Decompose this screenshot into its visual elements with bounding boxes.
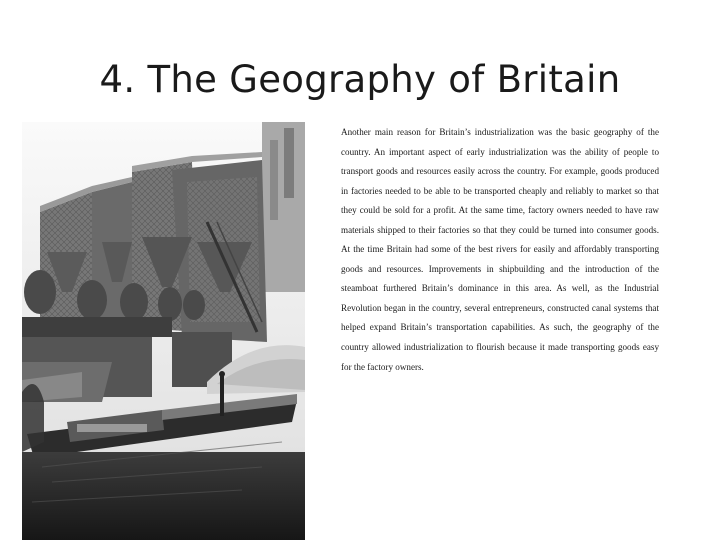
slide-title: 4. The Geography of Britain <box>99 58 621 101</box>
body-paragraph: Another main reason for Britain’s industrialization was the basic geography of the country. An important aspect of early industrialization was the ability of people to transport goods and resources easily across the country. For example, goods produced in factories needed to be able to be transported cheaply and reliably to market so that they could be sold for a profit. At the same time, factory owners needed to have raw materials shipped to their factories so that they could be turned into consumer goods. At the time Britain had some of the best rivers for easily and affordably transporting goods and resources. Improvements in shipbuilding and the introduction of the steamboat furthered Britain’s dominance in this area. As well, as the Industrial Revolution began in the country, several entrepreneurs, constructed canal systems that helped expand Britain’s transportation capabilities. As such, the geography of the country allowed industrialization to flourish because it made transporting goods easy for the factory owners. <box>341 127 659 372</box>
canal-barge-photo <box>22 122 305 540</box>
canal-barge-illustration <box>22 122 305 540</box>
